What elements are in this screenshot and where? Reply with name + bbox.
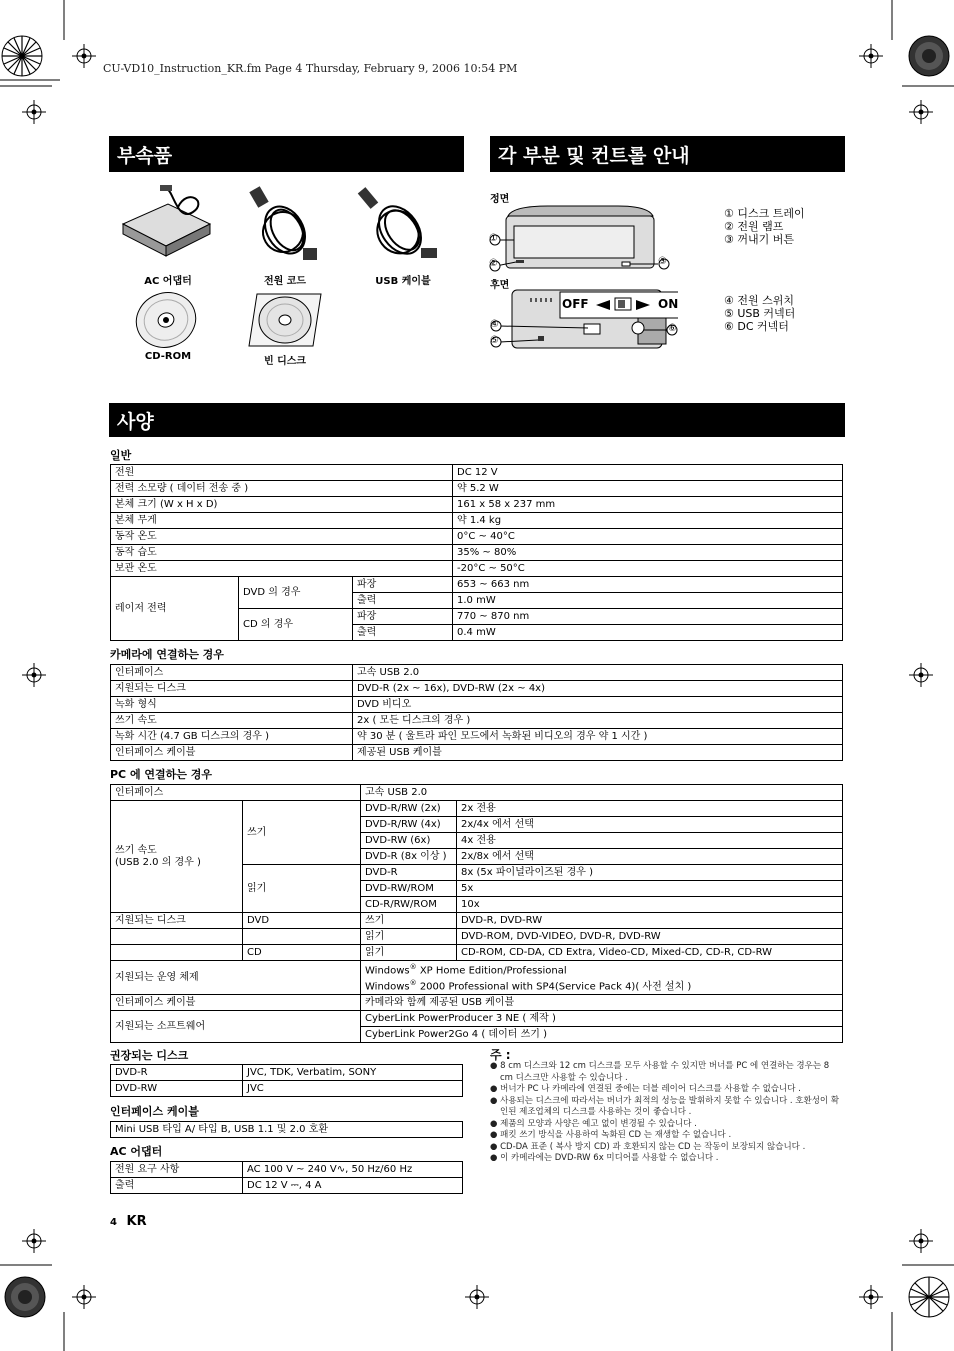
- note-item: ● CD-DA 표준 ( 복사 방지 CD) 과 호환되지 않는 CD 는 작동이 보장되지 않습니다 .: [490, 1141, 806, 1152]
- table-row: Mini USB 타입 A/ 타입 B, USB 1.1 및 2.0 호환: [111, 1122, 463, 1138]
- table-row: 쓰기 속도 (USB 2.0 의 경우 ) 쓰기 DVD-R/RW (2x) 2x 전용: [111, 801, 843, 817]
- camera-title: 카메라에 연결하는 경우: [110, 648, 224, 661]
- accessory-label-usb-cable: USB 케이블: [375, 276, 431, 287]
- switch-on-label: ON: [658, 297, 679, 311]
- note-item: ● 제품의 모양과 사양은 예고 없이 변경될 수 있습니다 .: [490, 1118, 697, 1129]
- table-row: 본체 크기 (W x H x D) 161 x 58 x 237 mm: [111, 497, 843, 513]
- table-row: 인터페이스 케이블 카메라와 함께 제공된 USB 케이블: [111, 994, 843, 1010]
- notes-title: 주 :: [490, 1048, 511, 1062]
- table-row: 동작 온도 0°C ~ 40°C: [111, 529, 843, 545]
- callout-6: ⑥: [668, 323, 677, 334]
- pc-spec-table: [110, 784, 843, 1043]
- ac-adapter-title: AC 어댑터: [110, 1145, 163, 1158]
- registration-target-top-left: [2, 36, 42, 76]
- table-row: DVD-R JVC, TDK, Verbatim, SONY: [111, 1065, 463, 1081]
- table-row: 출력 DC 12 V ⎓, 4 A: [111, 1178, 463, 1194]
- specs-title: 사양: [109, 403, 845, 437]
- legend-usb-connector: ⑤ USB 커넥터: [724, 307, 796, 320]
- switch-off-label: OFF: [562, 297, 589, 311]
- note-item: ● 이 카메라에는 DVD-RW 6x 미디어를 사용할 수 없습니다 .: [490, 1153, 719, 1163]
- table-row: CyberLink Power2Go 4 ( 데이터 쓰기 ): [111, 1026, 843, 1042]
- legend-disc-tray: ① 디스크 트레이: [724, 207, 805, 220]
- ac-adapter-image: [118, 182, 218, 262]
- table-row: 출력 1.0 mW: [111, 593, 843, 609]
- table-row: 지원되는 디스크 DVD 쓰기 DVD-R, DVD-RW: [111, 913, 843, 929]
- rear-legend: [724, 294, 795, 333]
- callout-2: ②: [489, 258, 498, 269]
- callout-3: ③: [658, 256, 667, 267]
- table-row: 인터페이스 고속 USB 2.0: [111, 665, 843, 681]
- recommended-disc-table: [110, 1064, 463, 1097]
- callout-1: ①: [489, 233, 498, 244]
- accessory-label-blank-disc: 빈 디스크: [263, 356, 307, 367]
- table-row: 본체 무게 약 1.4 kg: [111, 513, 843, 529]
- cd-rom-image: [132, 290, 200, 350]
- usb-cable-image: [355, 182, 445, 267]
- note-item: ● 패킷 쓰기 방식을 사용하여 녹화된 CD 는 재생할 수 없습니다 .: [490, 1130, 732, 1140]
- table-row: 지원되는 소프트웨어 CyberLink PowerProducer 3 NE ( 제작 ): [111, 1010, 843, 1026]
- iface-cable-title: 인터페이스 케이블: [110, 1105, 199, 1118]
- table-row: 보관 온도 -20°C ~ 50°C: [111, 561, 843, 577]
- recommended-title: 권장되는 디스크: [110, 1049, 189, 1062]
- accessories-title: 부속품: [109, 136, 464, 172]
- table-row: 지원되는 디스크 DVD-R (2x ~ 16x), DVD-RW (2x ~ 4x): [111, 681, 843, 697]
- accessory-label-power-cord: 전원 코드: [263, 276, 307, 287]
- iface-cable-table: [110, 1121, 463, 1138]
- table-row: DVD-RW JVC: [111, 1081, 463, 1097]
- table-row: 출력 0.4 mW: [111, 625, 843, 641]
- table-row: 녹화 형식 DVD 비디오: [111, 697, 843, 713]
- table-row: DVD-R (8x 이상 ) 2x/8x 에서 선택: [111, 849, 843, 865]
- callout-4: ④: [490, 319, 499, 330]
- front-view-diagram: [488, 202, 673, 274]
- camera-spec-table: [110, 664, 843, 761]
- table-row: 인터페이스 고속 USB 2.0: [111, 785, 843, 801]
- file-header: CU-VD10_Instruction_KR.fm Page 4 Thursday, February 9, 2006 10:54 PM: [103, 62, 518, 75]
- dc-connector-icon: [632, 322, 644, 334]
- parts-title: 각 부분 및 컨트롤 안내: [490, 136, 845, 172]
- accessory-label-cd-rom: CD-ROM: [144, 351, 192, 362]
- callout-5: ⑤: [490, 335, 499, 346]
- registration-target-bottom-left: [5, 1277, 45, 1317]
- note-item: ● 사용되는 디스크에 따라서는 버너가 최적의 성능을 발휘하지 못할 수 있습니다 . 호환성이 확인된 제조업체의 디스크를 사용하는 것이 좋습니다 .: [490, 1095, 840, 1117]
- table-row: DVD-RW (6x) 4x 전용: [111, 833, 843, 849]
- notes-list: [490, 1061, 842, 1165]
- table-row: 인터페이스 케이블 제공된 USB 케이블: [111, 745, 843, 761]
- power-switch-icon: [584, 324, 600, 334]
- table-row: 읽기 DVD-ROM, DVD-VIDEO, DVD-R, DVD-RW: [111, 929, 843, 945]
- note-item: ● 8 cm 디스크와 12 cm 디스크를 모두 사용할 수 있지만 버너를 PC 에 연결하는 경우는 8 cm 디스크만 사용할 수 있습니다 .: [490, 1061, 830, 1083]
- table-row: 읽기 DVD-R 8x (5x 파이널라이즈된 경우 ): [111, 865, 843, 881]
- table-row: 동작 습도 35% ~ 80%: [111, 545, 843, 561]
- table-row: 전력 소모량 ( 데이터 전송 중 ) 약 5.2 W: [111, 481, 843, 497]
- table-row: 지원되는 운영 체제 Windows® XP Home Edition/Professional Windows® 2000 Professional with SP4(Service Pack 4)( 사전 설치 ): [111, 961, 843, 995]
- power-cord-image: [245, 182, 325, 267]
- ac-adapter-table: [110, 1161, 463, 1194]
- legend-dc-connector: ⑥ DC 커넥터: [724, 320, 789, 333]
- blank-disc-image: [245, 290, 325, 350]
- eject-button-icon: [622, 262, 630, 266]
- front-label: 정면: [490, 194, 510, 205]
- usb-connector-icon: [538, 336, 544, 341]
- table-row: 전원 요구 사항 AC 100 V ~ 240 V∿, 50 Hz/60 Hz: [111, 1162, 463, 1178]
- table-row: 쓰기 속도 2x ( 모든 디스크의 경우 ): [111, 713, 843, 729]
- table-row: 레이저 전력 DVD 의 경우 파장 653 ~ 663 nm: [111, 577, 843, 593]
- power-lamp-icon: [516, 260, 524, 263]
- rear-label: 후면: [490, 280, 510, 291]
- legend-power-switch: ④ 전원 스위치: [724, 294, 794, 307]
- general-spec-table: [110, 464, 843, 641]
- legend-eject-button: ③ 꺼내기 버튼: [724, 233, 794, 246]
- front-legend: [724, 207, 805, 246]
- accessory-label-ac-adapter: AC 어댑터: [144, 276, 192, 287]
- table-row: DVD-R/RW (4x) 2x/4x 에서 선택: [111, 817, 843, 833]
- table-row: 전원 DC 12 V: [111, 465, 843, 481]
- page-number: 4 KR: [110, 1214, 147, 1229]
- registration-target-top-right: [909, 36, 949, 76]
- general-title: 일반: [110, 449, 132, 462]
- pc-title: PC 에 연결하는 경우: [110, 768, 213, 781]
- legend-power-lamp: ② 전원 램프: [724, 220, 784, 233]
- table-row: CD-R/RW/ROM 10x: [111, 897, 843, 913]
- registration-target-bottom-right: [909, 1277, 949, 1317]
- table-row: CD 의 경우 파장 770 ~ 870 nm: [111, 609, 843, 625]
- note-item: ● 버너가 PC 나 카메라에 연결된 중에는 더블 레이어 디스크를 사용할 수 없습니다 .: [490, 1084, 801, 1094]
- table-row: DVD-RW/ROM 5x: [111, 881, 843, 897]
- table-row: 녹화 시간 (4.7 GB 디스크의 경우 ) 약 30 분 ( 울트라 파인 모드에서 녹화된 비디오의 경우 약 1 시간 ): [111, 729, 843, 745]
- table-row: CD 읽기 CD-ROM, CD-DA, CD Extra, Video-CD, Mixed-CD, CD-R, CD-RW: [111, 945, 843, 961]
